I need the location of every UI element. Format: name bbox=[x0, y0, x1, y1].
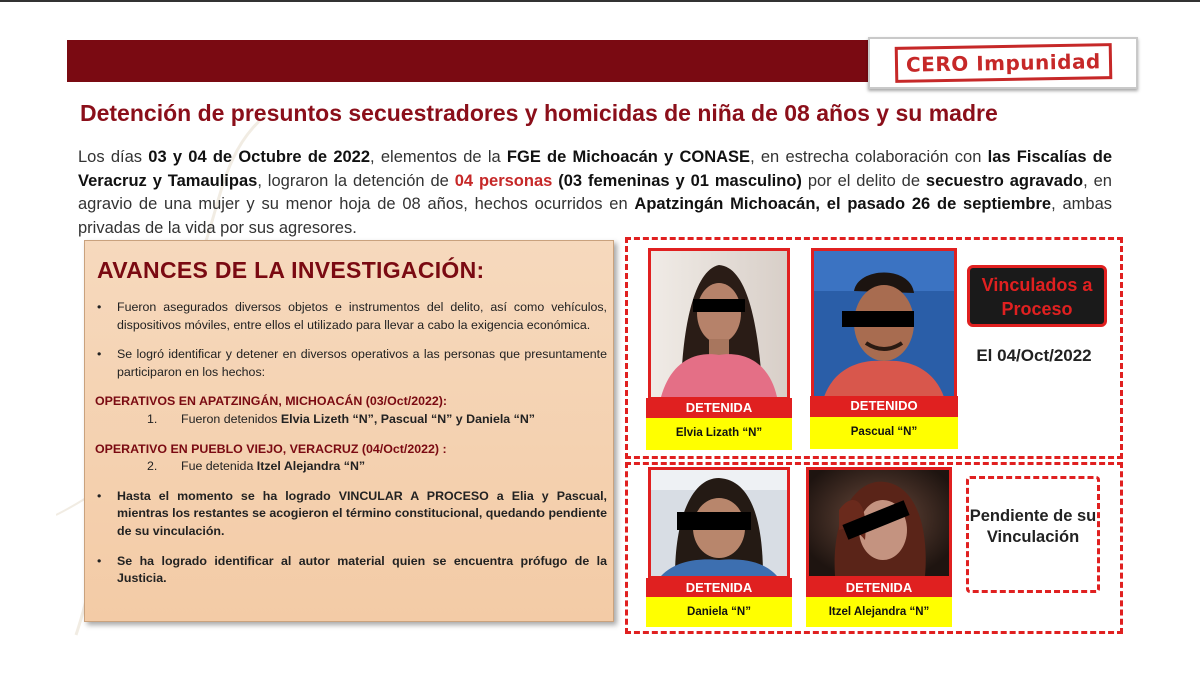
badge-text: CERO Impunidad bbox=[894, 43, 1111, 83]
panel-title: AVANCES DE LA INVESTIGACIÓN: bbox=[97, 257, 485, 283]
list-item bbox=[95, 299, 607, 334]
detainee-photo-1 bbox=[648, 248, 790, 400]
intro-crime: secuestro agravado bbox=[925, 171, 1084, 190]
intro-agencies: FGE de Michoacán y CONASE bbox=[506, 148, 751, 166]
bullet-text: Se logró identificar y detener en diversos operativos a las personas que presuntamente participaron en los hechos: bbox=[117, 347, 607, 379]
vinculados-badge: Vinculados a Proceso bbox=[967, 265, 1107, 327]
intro-text: , elementos de la bbox=[370, 148, 507, 166]
intro-dates: 03 y 04 de Octubre de 2022 bbox=[148, 148, 371, 166]
detainee-status-3: DETENIDA bbox=[646, 578, 792, 598]
intro-text: , lograron la detención de bbox=[257, 171, 455, 190]
detainee-name-2: Pascual “N” bbox=[810, 417, 958, 449]
intro-text: Los días bbox=[78, 148, 149, 166]
numbered-item bbox=[95, 411, 607, 429]
top-border bbox=[0, 0, 1200, 2]
list-item bbox=[95, 488, 607, 541]
detainee-status-2: DETENIDO bbox=[810, 396, 958, 418]
item-text-prefix: Fueron detenidos bbox=[181, 411, 281, 426]
intro-paragraph bbox=[78, 146, 1112, 240]
intro-breakdown: (03 femeninas y 01 masculino) bbox=[558, 171, 802, 190]
pendiente-box: Pendiente de su Vinculación bbox=[966, 476, 1100, 593]
intro-text: , ambas privadas de la vida por sus agresores. bbox=[78, 195, 1112, 237]
item-text-prefix: Fue detenida bbox=[181, 459, 257, 474]
bullet-marker: • bbox=[97, 347, 102, 362]
cero-impunidad-badge bbox=[868, 37, 1138, 89]
intro-text: , en estrecha colaboración con bbox=[750, 148, 988, 166]
list-item bbox=[95, 346, 607, 381]
item-names: Itzel Alejandra “N” bbox=[256, 459, 366, 474]
intro-place-date: Apatzingán Michoacán, el pasado 26 de septiembre bbox=[634, 195, 1052, 213]
detainee-status-1: DETENIDA bbox=[646, 398, 792, 420]
intro-text: por el delito de bbox=[801, 171, 926, 190]
detainee-photo-4 bbox=[806, 467, 952, 579]
detainee-photo-2 bbox=[811, 248, 957, 400]
bullet-marker: • bbox=[97, 488, 102, 503]
bullet-text: Fueron asegurados diversos objetos e instrumentos del delito, así como vehículos, dispositivos móviles, entre ellos el utilizado para llevar a cabo la exigencia económica. bbox=[117, 300, 607, 332]
item-number: 2. bbox=[147, 459, 158, 474]
operation-heading: OPERATIVOS EN APATZINGÁN, MICHOACÁN (03/Oct/2022): bbox=[95, 394, 448, 409]
numbered-item bbox=[95, 458, 607, 476]
detainee-name-3: Daniela “N” bbox=[646, 597, 792, 627]
item-number: 1. bbox=[147, 411, 158, 426]
intro-fiscalias: las Fiscalías de Veracruz y Tamaulipas bbox=[78, 148, 1113, 190]
item-text bbox=[181, 411, 535, 429]
investigation-panel bbox=[84, 240, 614, 622]
panel-body bbox=[95, 299, 607, 600]
item-names: Elvia Lizeth “N”, Pascual “N” y Daniela “N” bbox=[280, 411, 535, 426]
bullet-text: Hasta el momento se ha logrado VINCULAR A PROCESO a Elia y Pascual, mientras los restantes se acogieron el término constitucional, quedando pendiente de su vinculación. bbox=[117, 488, 607, 538]
detainee-name-4: Itzel Alejandra “N” bbox=[806, 597, 952, 627]
item-text bbox=[181, 458, 365, 476]
detainee-photo-3 bbox=[648, 467, 790, 579]
bullet-marker: • bbox=[97, 553, 102, 568]
bullet-text: Se ha logrado identificar al autor material quien se encuentra prófugo de la Justicia. bbox=[117, 553, 607, 586]
intro-count: 04 personas bbox=[454, 171, 553, 190]
vinculados-date: El 04/Oct/2022 bbox=[976, 346, 1092, 365]
bullet-marker: • bbox=[97, 300, 102, 314]
intro-text: , en agravio de una mujer y su menor hoja de 08 años, hechos ocurridos en bbox=[78, 171, 1112, 213]
list-item bbox=[95, 553, 607, 588]
page-title: Detención de presuntos secuestradores y homicidas de niña de 08 años y su madre bbox=[80, 100, 998, 126]
detainee-status-4: DETENIDA bbox=[806, 578, 952, 598]
detainee-name-1: Elvia Lizath “N” bbox=[646, 418, 792, 450]
operation-heading: OPERATIVO EN PUEBLO VIEJO, VERACRUZ (04/Oct/2022) : bbox=[95, 441, 447, 456]
